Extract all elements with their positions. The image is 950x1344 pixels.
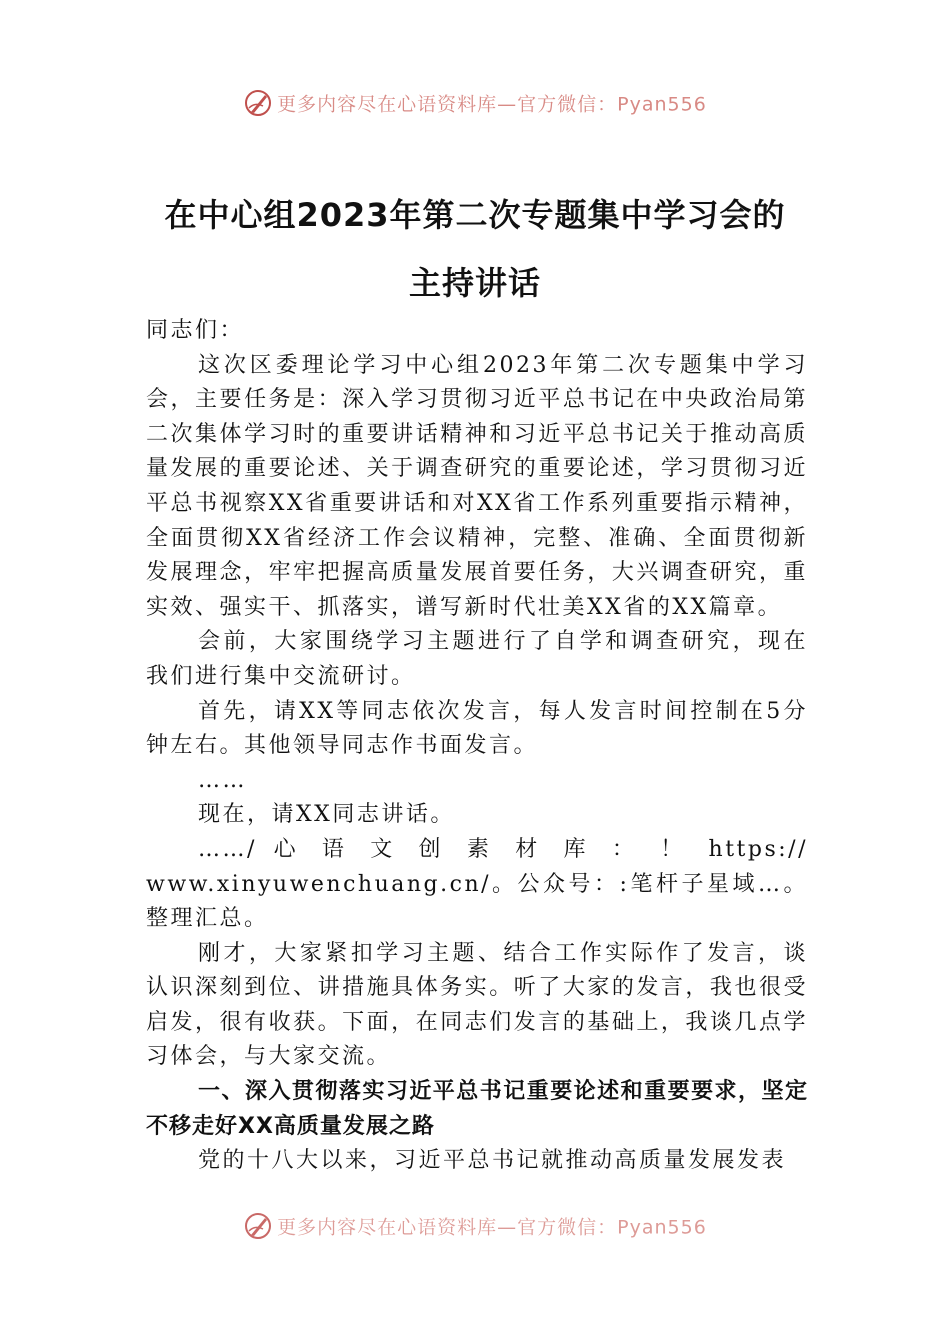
- paragraph: 现在，请XX同志讲话。: [198, 802, 455, 828]
- salutation: 同志们：: [146, 318, 245, 343]
- section-heading: 一、深入贯彻落实习近平总书记重要论述和重要要求，坚定不移走好XX高质量发展之路: [146, 1079, 808, 1139]
- document-body: [146, 314, 808, 1179]
- paragraph: 会前，大家围绕学习主题进行了自学和调查研究，现在我们进行集中交流研讨。: [146, 629, 808, 689]
- watermark-text: 更多内容尽在心语资料库—官方微信：Pyan556: [277, 1216, 707, 1239]
- paragraph: 党的十八大以来，习近平总书记就推动高质量发展发表: [198, 1148, 787, 1174]
- quill-pen-logo-icon: [243, 1211, 273, 1241]
- paragraph: 刚才，大家紧扣学习主题、结合工作实际作了发言，谈认识深刻到位、讲措施具体务实。听了大家的发言，我也很受启发，很有收获。下面，在同志们发言的基础上，我谈几点学习体会，与大家交流。: [146, 940, 808, 1070]
- paragraph: www.xinyuwenchuang.cn/。公众号：:笔杆子星域…。整理汇总。: [146, 871, 808, 932]
- document-title-line-1: 在中心组2023年第二次专题集中学习会的: [164, 196, 786, 234]
- watermark-footer: [0, 1211, 950, 1241]
- paragraph: ……: [198, 767, 247, 793]
- paragraph: ……/ 心 语 文 创 素 材 库 ： ！ https://: [198, 836, 808, 862]
- paragraph: 这次区委理论学习中心组2023年第二次专题集中学习会，主要任务是：深入学习贯彻习近平总书记在中央政治局第二次集体学习时的重要讲话精神和习近平总书记关于推动高质量发展的重要论述、关于调查研究的重要论述，学习贯彻习近平总书视察XX省重要讲话和对XX省工作系列重要指示精神，全面贯彻XX省经济工作会议精神，完整、准确、全面贯彻新发展理念，牢牢把握高质量发展首要任务，大兴调查研究，重实效、强实干、抓落实，谱写新时代壮美XX省的XX篇章。: [146, 352, 808, 620]
- paragraph: 首先，请XX等同志依次发言，每人发言时间控制在5分钟左右。其他领导同志作书面发言。: [146, 698, 808, 759]
- quill-pen-logo-icon: [243, 88, 273, 118]
- watermark-text: 更多内容尽在心语资料库—官方微信：Pyan556: [277, 93, 707, 116]
- watermark-header: [0, 88, 950, 118]
- document-title-line-2: 主持讲话: [408, 264, 541, 302]
